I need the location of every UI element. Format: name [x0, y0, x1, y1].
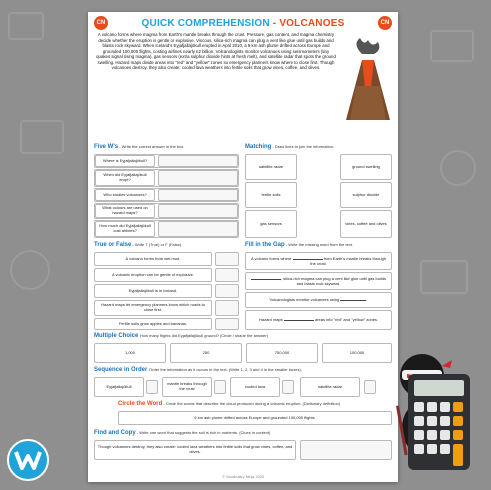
sequence-item: mantle breaks through the crust: [162, 377, 212, 397]
true-false-statement: A volcano forms from wet mud.: [94, 252, 212, 266]
five-ws-question: What colours are used on hazard maps?: [95, 204, 155, 218]
fill-gap-item[interactable]: Volcanologists monitor volcanoes using .: [245, 292, 392, 308]
sequence-item: cooled lava: [230, 377, 280, 397]
true-false-statement: A volcanic eruption can be gentle of explosive.: [94, 268, 212, 282]
sequence-heading: Sequence in Order Order the information as it occurs in the text. (Write 1, 2, 3 and 4 in the smaller boxes).: [94, 367, 302, 373]
fill-gap-item[interactable]: A volcano forms where from Earth's mantle breaks through the crust.: [245, 252, 392, 270]
matching-left-item[interactable]: satellite radar: [245, 154, 297, 180]
fill-gap-heading: Fill in the Gap - Write the missing word from the text.: [245, 242, 354, 248]
matching-heading: Matching - Draw lines to join the information.: [245, 144, 335, 150]
multiple-choice-option[interactable]: 1,000: [94, 343, 166, 363]
matching-right-item[interactable]: sulphur dioxide: [340, 182, 392, 208]
find-copy-answer-box[interactable]: [300, 440, 392, 460]
true-false-answer-box[interactable]: [215, 268, 239, 282]
true-false-statement: Eyjafjallajökull is in Iceland.: [94, 284, 212, 298]
sequence-number-box[interactable]: [282, 380, 294, 394]
intro-paragraph: A volcano forms where magma from Earth's mantle breaks through the crust. Pressure, gas content, and magma chemistry decide whether the eruption is gentle or explosive. Viscous, silica-rich magma can plug a vent like glue until gas builds and blasts rock skyward. When Iceland's Eyjafjallajökull erupted in April 2010, a 9 km ash plume drifted across Europe and grounded 100,000 flights, costing airlines nearly £2 billion. Volcanologists monitor volcanoes using seismometers (tiny quakes signal rising magma), gas sensors (extra sulphur dioxide hints at fresh melt), and satellite radar that spots the ground swelling. Hazard maps divide areas into "red" and "yellow" zones so emergency planners know where to close first. Though volcanoes destroy, they also create: cooled lava weathers into fertile soils that grow vines, coffee, and olives.: [96, 32, 336, 71]
background-pattern-icon: [430, 30, 474, 62]
background-pattern-icon: [420, 260, 468, 294]
matching-right-item[interactable]: vines, coffee and olives: [340, 210, 392, 238]
page-title: QUICK COMPREHENSION - VOLCANOES: [141, 18, 345, 29]
five-ws-answer-box[interactable]: [158, 155, 238, 167]
five-ws-question: Where is Eyjafjallajökull?: [95, 155, 155, 167]
true-false-statement: Hazard maps let emergency planners know which roads to close first.: [94, 300, 212, 316]
five-ws-question: How much did Eyjafjallajökull cost airlines?: [95, 221, 155, 237]
footer-copyright: © Vocabulary Ninja 2025: [222, 475, 264, 479]
cn-badge-right-icon: CN: [378, 16, 392, 30]
background-pattern-icon: [20, 120, 64, 154]
sequence-item: satellite radar: [300, 377, 360, 397]
worksheet: [88, 12, 398, 482]
sequence-item: Eyjafjallajökull: [94, 377, 144, 397]
circle-word-sentence[interactable]: 9 km ash plume drifted across Europe and grounded 100,000 flights.: [118, 411, 392, 425]
matching-left-item[interactable]: gas sensors: [245, 210, 297, 238]
matching-right-item[interactable]: ground swelling: [340, 154, 392, 180]
true-false-answer-box[interactable]: [215, 284, 239, 298]
five-ws-question: When did Eyjafjallajökull erupt?: [95, 170, 155, 186]
multiple-choice-option[interactable]: 750,000: [246, 343, 318, 363]
five-ws-answer-box[interactable]: [158, 170, 238, 186]
circle-word-heading: Circle the Word - Circle the words that describe the cloud produced during a volcanic eruption. (Dictionary definition): [118, 401, 341, 407]
sequence-number-box[interactable]: [364, 380, 376, 394]
calculator-icon: [408, 374, 478, 474]
volcano-icon: [342, 36, 394, 120]
multiple-choice-option[interactable]: 100,000: [322, 343, 392, 363]
cn-badge-left-icon: CN: [94, 16, 108, 30]
multiple-choice-option[interactable]: 250: [170, 343, 242, 363]
brand-logo-icon: [6, 438, 50, 482]
find-copy-heading: Find and Copy - Write one word that suggests the soil is rich in nutrients. (Clues in context): [94, 430, 271, 436]
sequence-number-box[interactable]: [214, 380, 226, 394]
multiple-choice-heading: Multiple Choice How many flights did Eyjafjallajökull ground? (Circle / shade the answer): [94, 333, 268, 339]
find-copy-sentence: Though volcanoes destroy, they also create: cooled lava weathers into fertile soils that grow vines, coffee, and olives.: [94, 440, 296, 460]
five-ws-answer-box[interactable]: [158, 189, 238, 201]
fill-gap-item[interactable]: , silica-rich magma can plug a vent like glue until gas builds and blasts rock skyward.: [245, 272, 392, 290]
true-false-heading: True or False - Write T (True) or F (False).: [94, 242, 183, 248]
matching-left-item[interactable]: fertile soils: [245, 182, 297, 208]
true-false-answer-box[interactable]: [215, 318, 239, 330]
five-ws-question: Who studies volcanoes?: [95, 189, 155, 201]
true-false-answer-box[interactable]: [215, 300, 239, 316]
true-false-answer-box[interactable]: [215, 252, 239, 266]
background-pattern-icon: [440, 150, 476, 186]
sequence-number-box[interactable]: [146, 380, 158, 394]
five-ws-answer-box[interactable]: [158, 204, 238, 218]
true-false-statement: Fertile soils grow apples and bananas.: [94, 318, 212, 330]
background-pattern-icon: [10, 250, 50, 290]
five-ws-heading: Five W's - Write the correct answer in the box.: [94, 144, 185, 150]
five-ws-answer-box[interactable]: [158, 221, 238, 237]
background-pattern-icon: [8, 12, 44, 40]
fill-gap-item[interactable]: Hazard maps areas into "red" and "yellow" zones.: [245, 310, 392, 330]
